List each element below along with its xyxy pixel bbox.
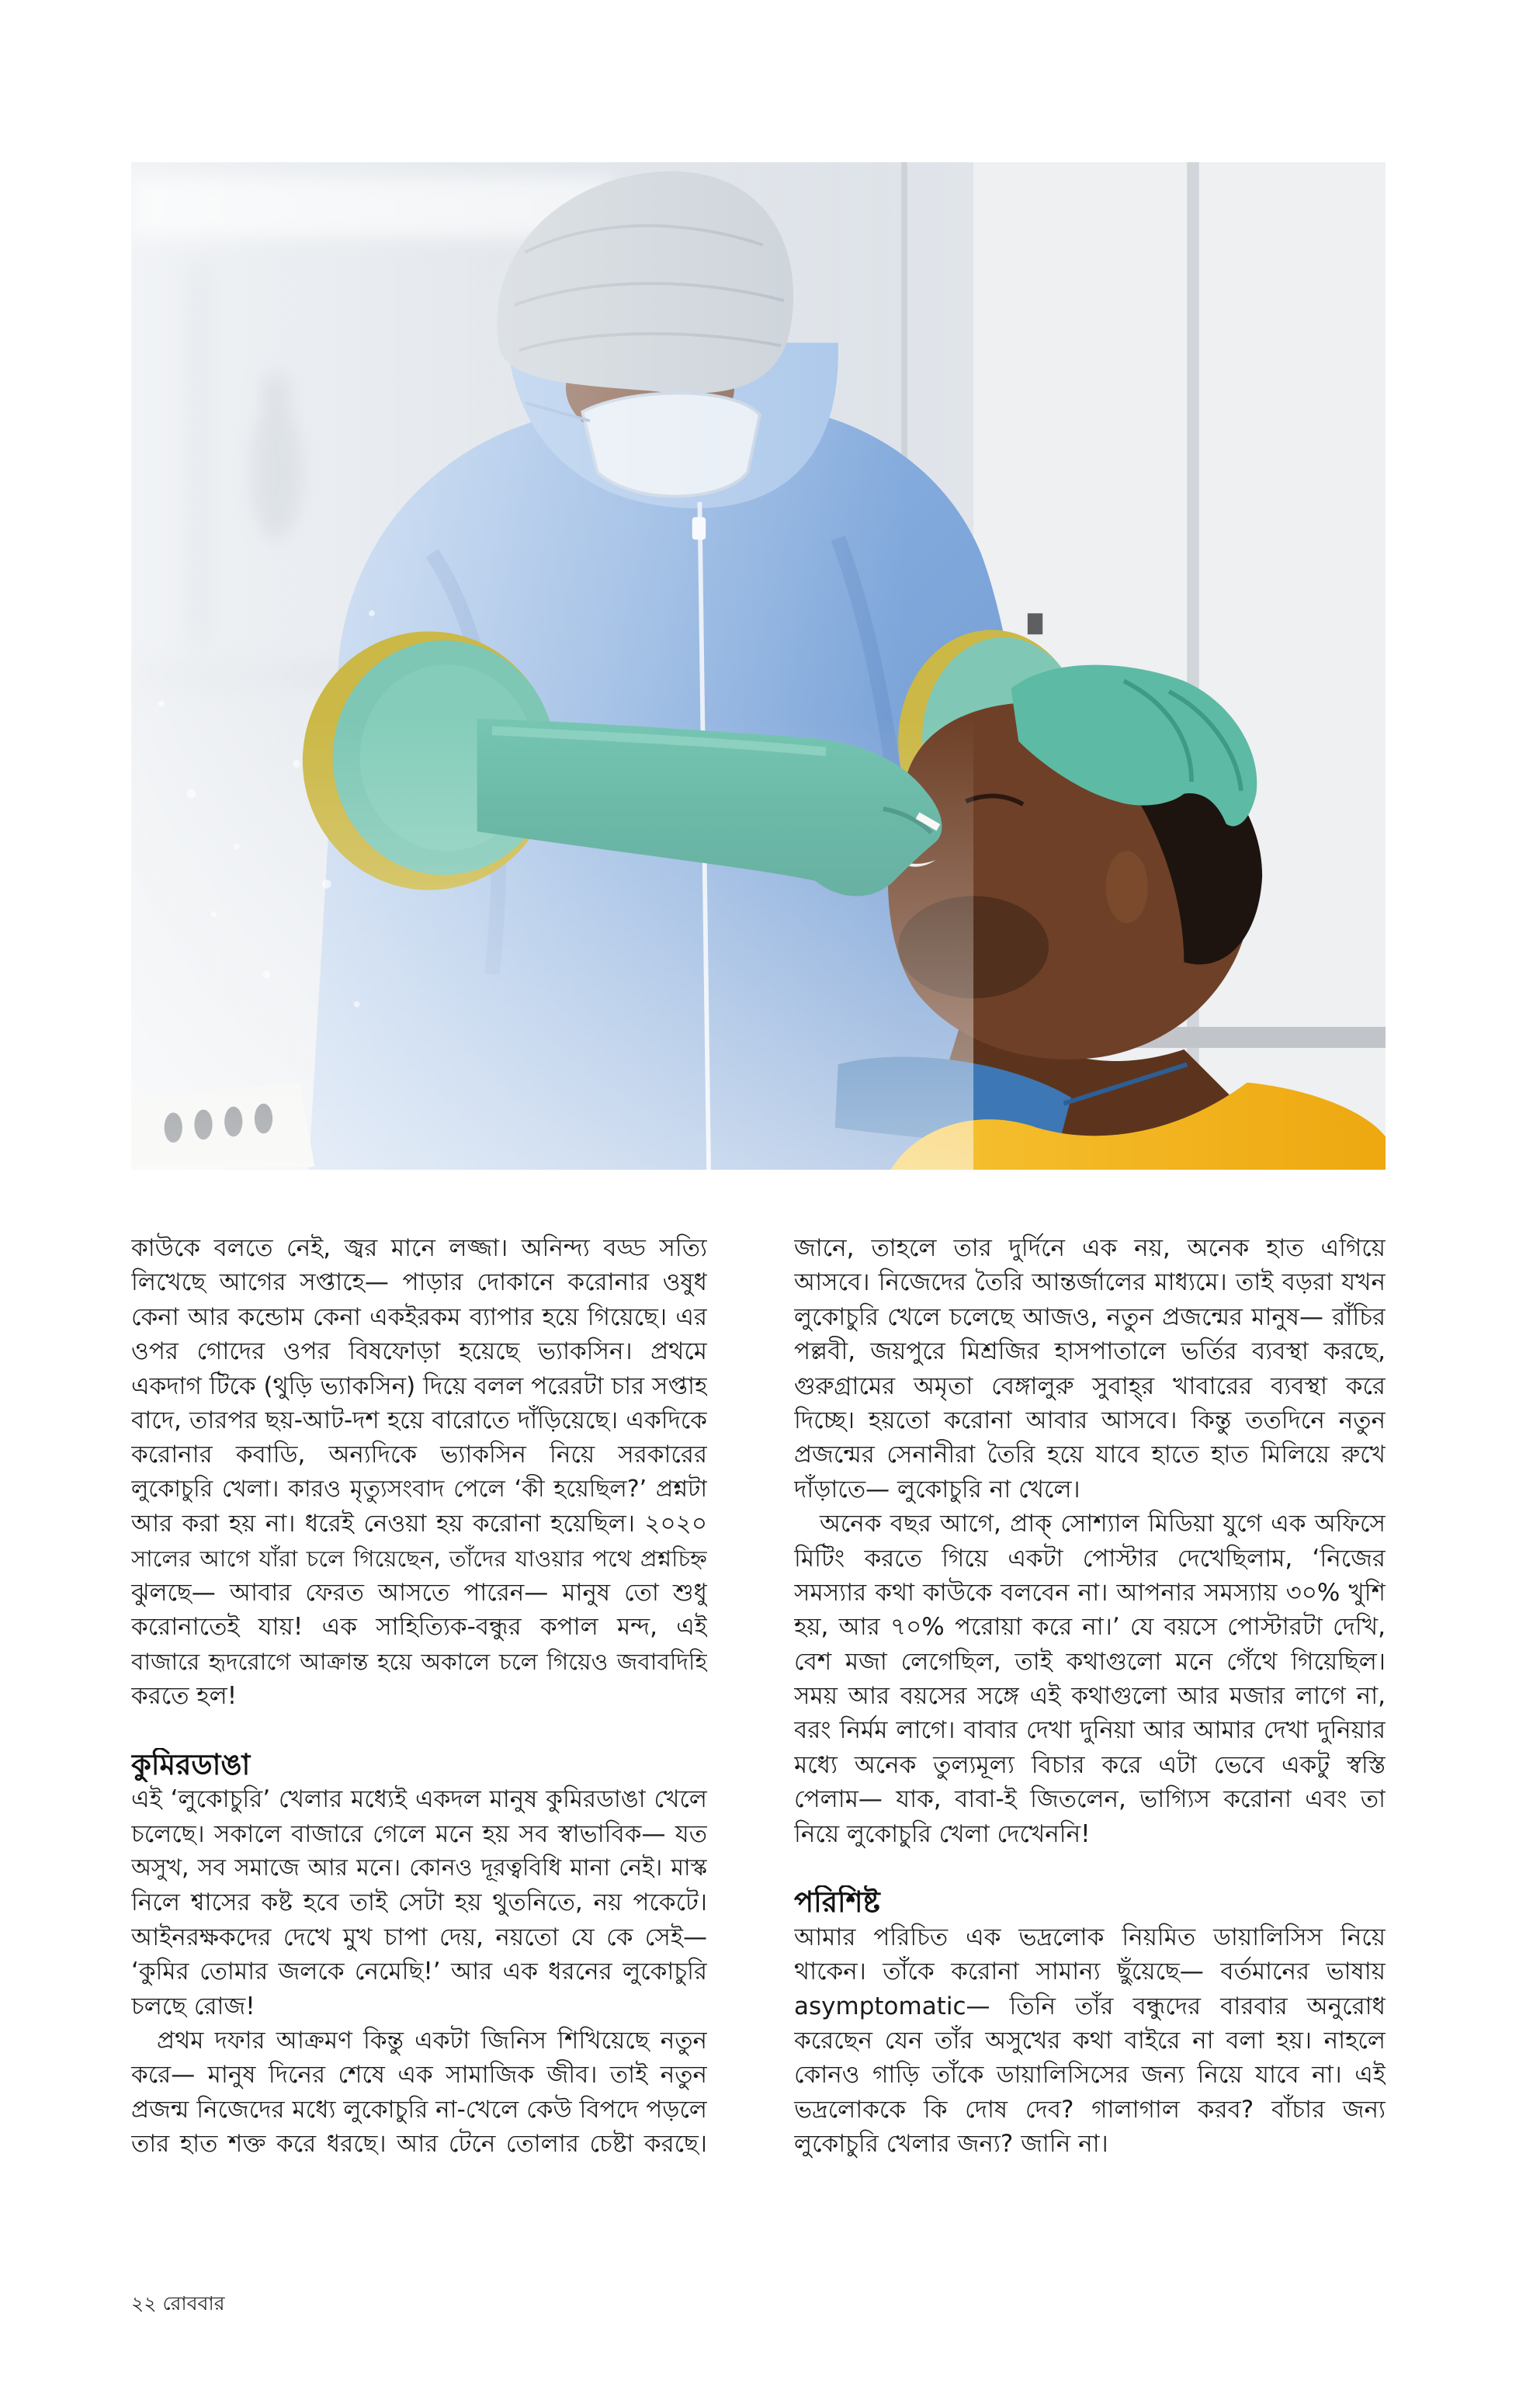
text-line: আমার পরিচিত এক ভদ্রলোক নিয়মিত ডায়ালিসিস নিয়ে (794, 1923, 1386, 1951)
text-line: বাজারে হৃদরোগে আক্রান্ত হয়ে অকালে চলে গিয়েও জবাবদিহি (131, 1648, 707, 1675)
text-line: মধ্যে অনেক তুল্যমূল্য বিচার করে এটা ভেবে একটু স্বস্তি (794, 1750, 1386, 1779)
text-line: করেছেন যেন তাঁর অসুখের কথা বাইরে না বলা হয়। নাহলে (794, 2026, 1386, 2055)
text-line: তার হাত শক্ত করে ধরছে। আর টেনে তোলার চেষ্টা করছে। (131, 2130, 707, 2159)
text-line: এই ‘লুকোচুরি’ খেলার মধ্যেই একদল মানুষ কুমিরডাঙা খেলে (131, 1785, 707, 1814)
text-line: অনেক বছর আগে, প্রাক্‌ সোশ্যাল মিডিয়া যুগে এক অফিসে (820, 1510, 1386, 1538)
kumirdanga-paragraph-2 (131, 2024, 707, 2162)
text-line: নিয়ে লুকোচুরি খেলা দেখেননি! (794, 1819, 1091, 1848)
text-line: ‘কুমির তোমার জলকে নেমেছি!’ আর এক ধরনের লুকোচুরি (131, 1958, 707, 1986)
text-line: সমস্যার কথা কাউকে বলবেন না। আপনার সমস্যায় ৩০% খুশি (794, 1578, 1386, 1607)
text-line: হয়, আর ৭০% পরোয়া করে না।’ যে বয়সে পোস্টারটা দেখি, (794, 1613, 1386, 1642)
text-line: সময় আর বয়সের সঙ্গে এই কথাগুলো আর মজার লাগে না, (794, 1682, 1386, 1711)
text-line: দিচ্ছে। হয়তো করোনা আবার আসবে। কিন্তু ততদিনে নতুন (794, 1406, 1386, 1434)
text-line: করোনার কবাডি, অন্যদিকে ভ্যাকসিন নিয়ে সরকারের (131, 1441, 707, 1469)
page-footer (131, 2290, 224, 2318)
article-column-left (131, 1231, 707, 2162)
continuation-paragraph (794, 1231, 1386, 1507)
text-line: লিখেছে আগের সপ্তাহে— পাড়ার দোকানে করোনার ওষুধ (131, 1268, 707, 1297)
port-bolt (1028, 613, 1042, 634)
magazine-name: রোববার (162, 2292, 225, 2315)
text-line: করতে হল! (131, 1682, 238, 1711)
text-line: করোনাতেই যায়! এক সাহিত্যিক-বন্ধুর কপাল মন্দ, এই (131, 1613, 707, 1642)
text-line: সালের আগে যাঁরা চলে গিয়েছেন, তাঁদের যাওয়ার পথে প্রশ্নচিহ্ন (131, 1545, 707, 1572)
text-line: কেনা আর কন্ডোম কেনা একইরকম ব্যাপার হয়ে গিয়েছে। এর (131, 1302, 707, 1331)
text-line: অসুখ, সব সমাজে আর মনে। কোনও দূরত্ববিধি মানা নেই। মাস্ক (131, 1854, 707, 1882)
text-line: পেলাম— যাক, বাবা-ই জিতলেন, ভাগ্যিস করোনা এবং তা (794, 1785, 1386, 1814)
text-line: কোনও গাড়ি তাঁকে ডায়ালিসিসের জন্য নিয়ে যাবে না। এই (794, 2061, 1386, 2090)
text-line: জানে, তাহলে তার দুর্দিনে এক নয়, অনেক হাত এগিয়ে (794, 1234, 1386, 1262)
text-line: ঝুলছে— আবার ফেরত আসতে পারেন— মানুষ তো শুধু (131, 1578, 707, 1607)
text-line: বেশ মজা লেগেছিল, তাই কথাগুলো মনে গেঁথে গিয়েছিল। (794, 1647, 1386, 1676)
text-line: প্রথম দফার আক্রমণ কিন্তু একটা জিনিস শিখিয়েছে নতুন (157, 2026, 707, 2055)
text-line: asymptomatic— তিনি তাঁর বন্ধুদের বারবার অনুরোধ (794, 1992, 1386, 2020)
text-line: প্রজন্ম নিজেদের মধ্যে লুকোচুরি না-খেলে কেউ বিপদে পড়লে (131, 2095, 707, 2124)
page-number: ২২ (131, 2292, 157, 2315)
intro-paragraph (131, 1231, 707, 1713)
text-line: গুরুগ্রামের অমৃতা বেঙ্গালুরু সুবাহ্‌র খাবারের ব্যবস্থা করে (794, 1372, 1386, 1400)
kumirdanga-paragraph-1 (131, 1782, 707, 2024)
text-line: থাকেন। তাঁকে করোনা সামান্য ছুঁয়েছে— বর্তমানের ভাষায় (794, 1958, 1386, 1986)
text-line: কাউকে বলতে নেই, জ্বর মানে লজ্জা। অনিন্দ্য বড্ড সত্যি (131, 1234, 707, 1262)
text-line: ভদ্রলোককে কি দোষ দেব? গালাগাল করব? বাঁচার জন্য (794, 2095, 1386, 2124)
text-line: আর করা হয় না। ধরেই নেওয়া হয় করোনা হয়েছিল। ২০২০ (131, 1510, 707, 1538)
text-line: লুকোচুরি খেলার জন্য? জানি না। (794, 2130, 1108, 2159)
patient-ear (1106, 851, 1148, 923)
text-line: আইনরক্ষকদের দেখে মুখ চাপা দেয়, নয়তো যে কে সেই— (131, 1923, 707, 1951)
text-line: আসবে। নিজেদের তৈরি আন্তর্জালের মাধ্যমে। তাই বড়রা যখন (794, 1268, 1386, 1297)
text-line: চলেছে। সকালে বাজারে গেলে মনে হয় সব স্বাভাবিক— যত (131, 1819, 707, 1848)
section-heading-parishishta: পরিশিষ্ট (794, 1885, 880, 1920)
text-line: পল্লবী, জয়পুরে মিশ্রজির হাসপাতালে ভর্তির ব্যবস্থা করছে, (794, 1337, 1386, 1366)
bottom-fog (131, 162, 973, 1170)
text-line: দাঁড়াতে— লুকোচুরি না খেলে। (794, 1475, 1080, 1503)
text-line: বরং নির্মম লাগে। বাবার দেখা দুনিয়া আর আমার দেখা দুনিয়ার (794, 1716, 1386, 1745)
text-line: লুকোচুরি খেলা। কারও মৃত্যুসংবাদ পেলে ‘কী হয়েছিল?’ প্রশ্নটা (131, 1475, 707, 1503)
text-line: চলছে রোজ! (131, 1992, 255, 2020)
text-line: মিটিং করতে গিয়ে একটা পোস্টার দেখেছিলাম, ‘নিজের (794, 1544, 1386, 1573)
text-line: প্রজন্মের সেনানীরা তৈরি হয়ে যাবে হাতে হাত মিলিয়ে রুখে (794, 1441, 1386, 1469)
text-line: নিলে শ্বাসের কষ্ট হবে তাই সেটা হয় থুতনিতে, নয় পকেটে। (131, 1888, 707, 1917)
poster-paragraph (794, 1507, 1386, 1851)
parishishta-paragraph (794, 1920, 1386, 2162)
text-line: করে— মানুষ দিনের শেষে এক সামাজিক জীব। তাই নতুন (131, 2061, 707, 2090)
article-column-right (794, 1231, 1386, 2162)
text-line: একদাগ টিকে (থুড়ি ভ্যাকসিন) দিয়ে বলল পরেরটা চার সপ্তাহ (131, 1372, 707, 1400)
section-heading-kumirdanga: কুমিরডাঙা (131, 1747, 251, 1781)
text-line: লুকোচুরি খেলে চলেছে আজও, নতুন প্রজন্মের মানুষ— রাঁচির (794, 1302, 1386, 1331)
text-line: বাদে, তারপর ছয়-আট-দশ হয়ে বারোতে দাঁড়িয়েছে। একদিকে (131, 1406, 707, 1434)
photo-swab-test (131, 162, 1386, 1170)
text-line: ওপর গোদের ওপর বিষফোড়া হয়েছে ভ্যাকসিন। প্রথমে (131, 1337, 707, 1366)
